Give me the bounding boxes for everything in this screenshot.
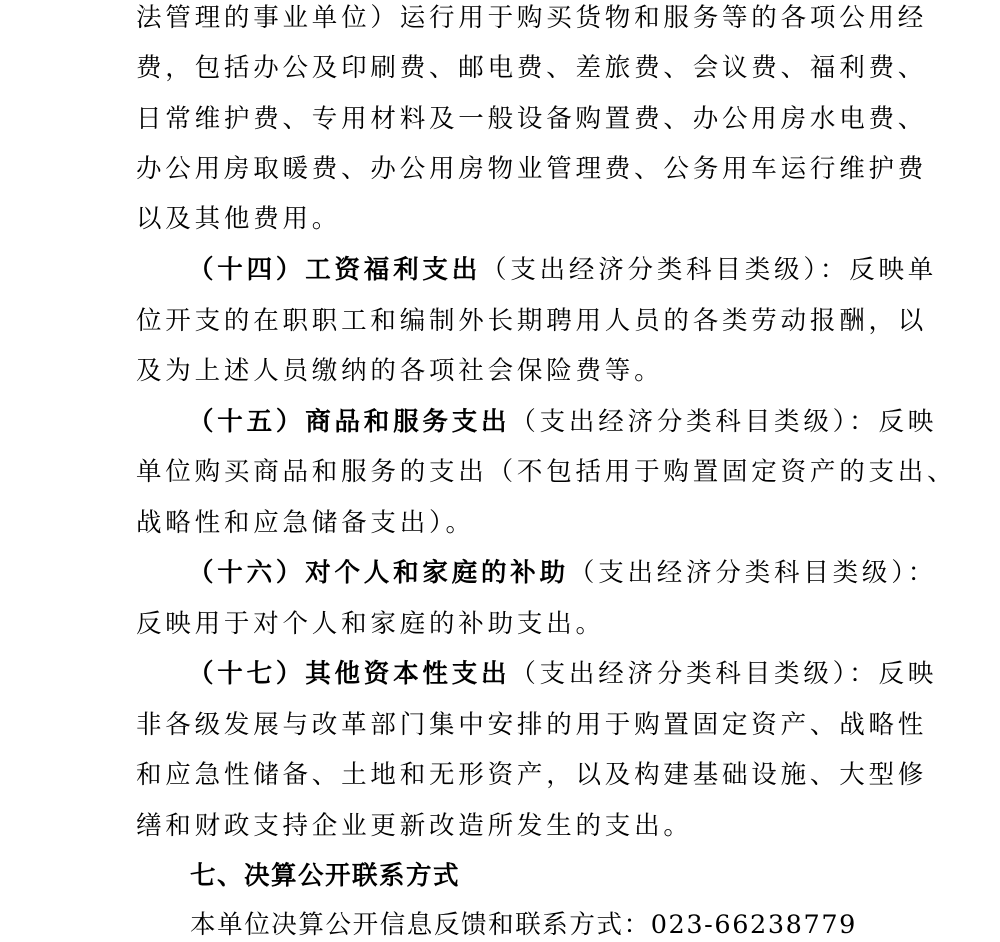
item-16-title: （十六）对个人和家庭的补助	[188, 558, 569, 588]
item-15-line1-rest: （支出经济分类科目类级）：反映	[510, 407, 938, 437]
item-14-line1-rest: （支出经济分类科目类级）：反映单	[481, 255, 938, 285]
item-16-line-2: 反映用于对个人和家庭的补助支出。	[136, 609, 605, 639]
item-16-line1-rest: （支出经济分类科目类级）：	[568, 558, 938, 588]
item-17-title: （十七）其他资本性支出	[188, 659, 511, 689]
item-15-title: （十五）商品和服务支出	[188, 407, 511, 437]
item-15-line-2: 单位购买商品和服务的支出（不包括用于购置固定资产的支出、	[136, 457, 957, 487]
intro-line-2: 费，包括办公及印刷费、邮电费、差旅费、会议费、福利费、	[136, 53, 928, 83]
item-15-line-3: 战略性和应急储备支出）。	[136, 508, 475, 538]
item-17-line-4: 缮和财政支持企业更新改造所发生的支出。	[136, 811, 693, 841]
item-17-line-3: 和应急性储备、土地和无形资产，以及构建基础设施、大型修	[136, 760, 928, 790]
item-15-line-1	[188, 407, 937, 437]
contact-phone: 023-66238779	[650, 910, 857, 940]
item-14-line-3: 及为上述人员缴纳的各项社会保险费等。	[136, 356, 664, 386]
section-7-heading: 七、决算公开联系方式	[190, 861, 461, 891]
intro-line-4: 办公用房取暖费、办公用房物业管理费、公务用车运行维护费	[136, 154, 928, 184]
intro-line-3: 日常维护费、专用材料及一般设备购置费、办公用房水电费、	[136, 104, 928, 134]
contact-line	[190, 910, 857, 940]
item-16-line-1	[188, 558, 937, 588]
intro-line-1: 法管理的事业单位）运行用于购买货物和服务等的各项公用经	[136, 3, 928, 33]
item-17-line-1	[188, 659, 937, 689]
item-17-line-2: 非各级发展与改革部门集中安排的用于购置固定资产、战略性	[136, 710, 928, 740]
contact-label: 本单位决算公开信息反馈和联系方式：	[190, 910, 651, 940]
item-14-title: （十四）工资福利支出	[188, 255, 482, 285]
item-14-line-1	[188, 255, 937, 285]
item-17-line1-rest: （支出经济分类科目类级）：反映	[510, 659, 938, 689]
intro-line-5: 以及其他费用。	[136, 204, 342, 234]
item-14-line-2: 位开支的在职职工和编制外长期聘用人员的各类劳动报酬，以	[136, 306, 928, 336]
